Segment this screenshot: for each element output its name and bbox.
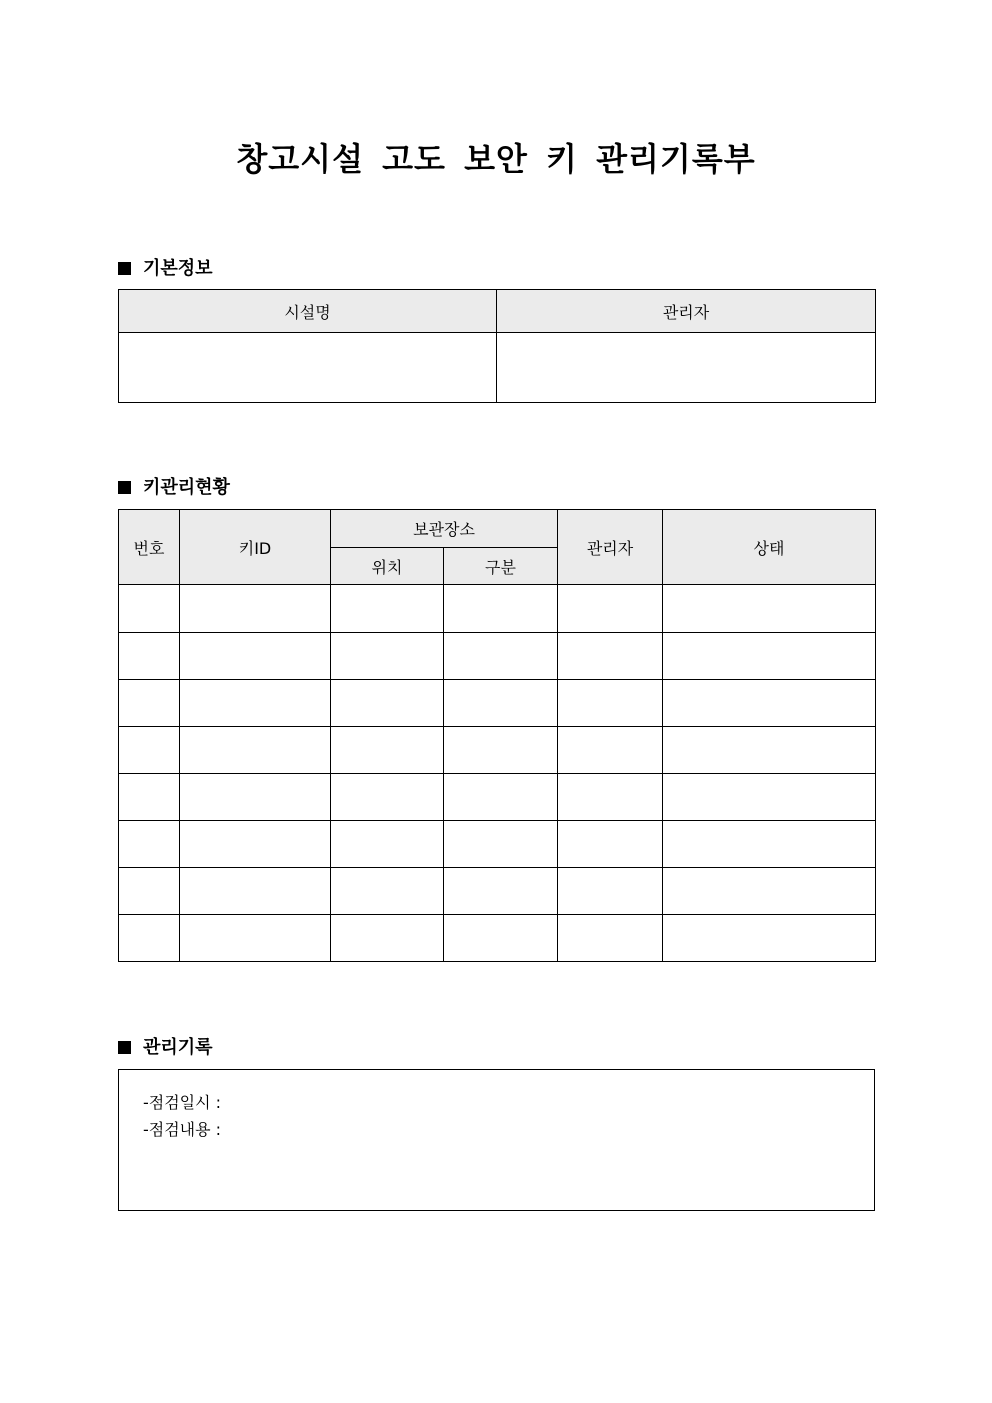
key-rows <box>119 585 876 962</box>
section-heading-basic-info <box>118 254 213 280</box>
location-cell[interactable] <box>331 821 444 868</box>
manager-cell[interactable] <box>558 868 663 915</box>
header-manager: 관리자 <box>497 290 876 333</box>
header-manager: 관리자 <box>558 510 663 585</box>
section-heading-record <box>118 1033 213 1059</box>
status-cell[interactable] <box>663 821 876 868</box>
category-cell[interactable] <box>444 680 558 727</box>
header-status: 상태 <box>663 510 876 585</box>
key-id-cell[interactable] <box>180 680 331 727</box>
category-cell[interactable] <box>444 821 558 868</box>
inspection-date-label: -점검일시 : <box>143 1093 222 1112</box>
facility-name-cell[interactable] <box>119 333 497 403</box>
header-category: 구분 <box>444 548 558 585</box>
status-cell[interactable] <box>663 915 876 962</box>
table-row <box>119 633 876 680</box>
category-cell[interactable] <box>444 727 558 774</box>
status-cell[interactable] <box>663 727 876 774</box>
key-id-cell[interactable] <box>180 915 331 962</box>
header-storage-location: 보관장소 <box>331 510 558 548</box>
section-heading-key-status <box>118 473 230 499</box>
number-cell[interactable] <box>119 585 180 633</box>
key-id-cell[interactable] <box>180 585 331 633</box>
key-status-table <box>118 509 876 962</box>
status-cell[interactable] <box>663 774 876 821</box>
basic-info-table <box>118 289 876 403</box>
manager-cell[interactable] <box>558 585 663 633</box>
category-cell[interactable] <box>444 868 558 915</box>
key-id-cell[interactable] <box>180 774 331 821</box>
manager-cell[interactable] <box>558 774 663 821</box>
header-key-id: 키ID <box>180 510 331 585</box>
number-cell[interactable] <box>119 727 180 774</box>
section-heading-key-status-label: 키관리현황 <box>143 477 230 498</box>
manager-cell[interactable] <box>558 821 663 868</box>
location-cell[interactable] <box>331 727 444 774</box>
key-id-cell[interactable] <box>180 821 331 868</box>
location-cell[interactable] <box>331 915 444 962</box>
number-cell[interactable] <box>119 680 180 727</box>
inspection-content-label: -점검내용 : <box>143 1120 222 1139</box>
table-row <box>119 915 876 962</box>
category-cell[interactable] <box>444 915 558 962</box>
table-row <box>119 585 876 633</box>
key-id-cell[interactable] <box>180 868 331 915</box>
number-cell[interactable] <box>119 821 180 868</box>
key-id-cell[interactable] <box>180 633 331 680</box>
status-cell[interactable] <box>663 585 876 633</box>
header-location: 위치 <box>331 548 444 585</box>
category-cell[interactable] <box>444 774 558 821</box>
table-row <box>119 868 876 915</box>
document-title: 창고시설 고도 보안 키 관리기록부 <box>236 140 756 178</box>
status-cell[interactable] <box>663 680 876 727</box>
section-heading-record-label: 관리기록 <box>143 1037 213 1058</box>
number-cell[interactable] <box>119 774 180 821</box>
location-cell[interactable] <box>331 633 444 680</box>
manager-cell[interactable] <box>558 727 663 774</box>
key-id-cell[interactable] <box>180 727 331 774</box>
number-cell[interactable] <box>119 868 180 915</box>
manager-cell[interactable] <box>497 333 876 403</box>
location-cell[interactable] <box>331 680 444 727</box>
header-number: 번호 <box>119 510 180 585</box>
manager-cell[interactable] <box>558 680 663 727</box>
table-row <box>119 774 876 821</box>
table-row <box>119 821 876 868</box>
square-bullet-icon <box>118 1041 131 1054</box>
location-cell[interactable] <box>331 585 444 633</box>
header-facility-name: 시설명 <box>119 290 497 333</box>
manager-cell[interactable] <box>558 633 663 680</box>
status-cell[interactable] <box>663 633 876 680</box>
record-box[interactable] <box>118 1069 875 1211</box>
location-cell[interactable] <box>331 774 444 821</box>
status-cell[interactable] <box>663 868 876 915</box>
number-cell[interactable] <box>119 915 180 962</box>
category-cell[interactable] <box>444 633 558 680</box>
manager-cell[interactable] <box>558 915 663 962</box>
table-row <box>119 727 876 774</box>
table-row <box>119 680 876 727</box>
location-cell[interactable] <box>331 868 444 915</box>
square-bullet-icon <box>118 262 131 275</box>
section-heading-basic-info-label: 기본정보 <box>143 258 213 279</box>
number-cell[interactable] <box>119 633 180 680</box>
square-bullet-icon <box>118 481 131 494</box>
category-cell[interactable] <box>444 585 558 633</box>
